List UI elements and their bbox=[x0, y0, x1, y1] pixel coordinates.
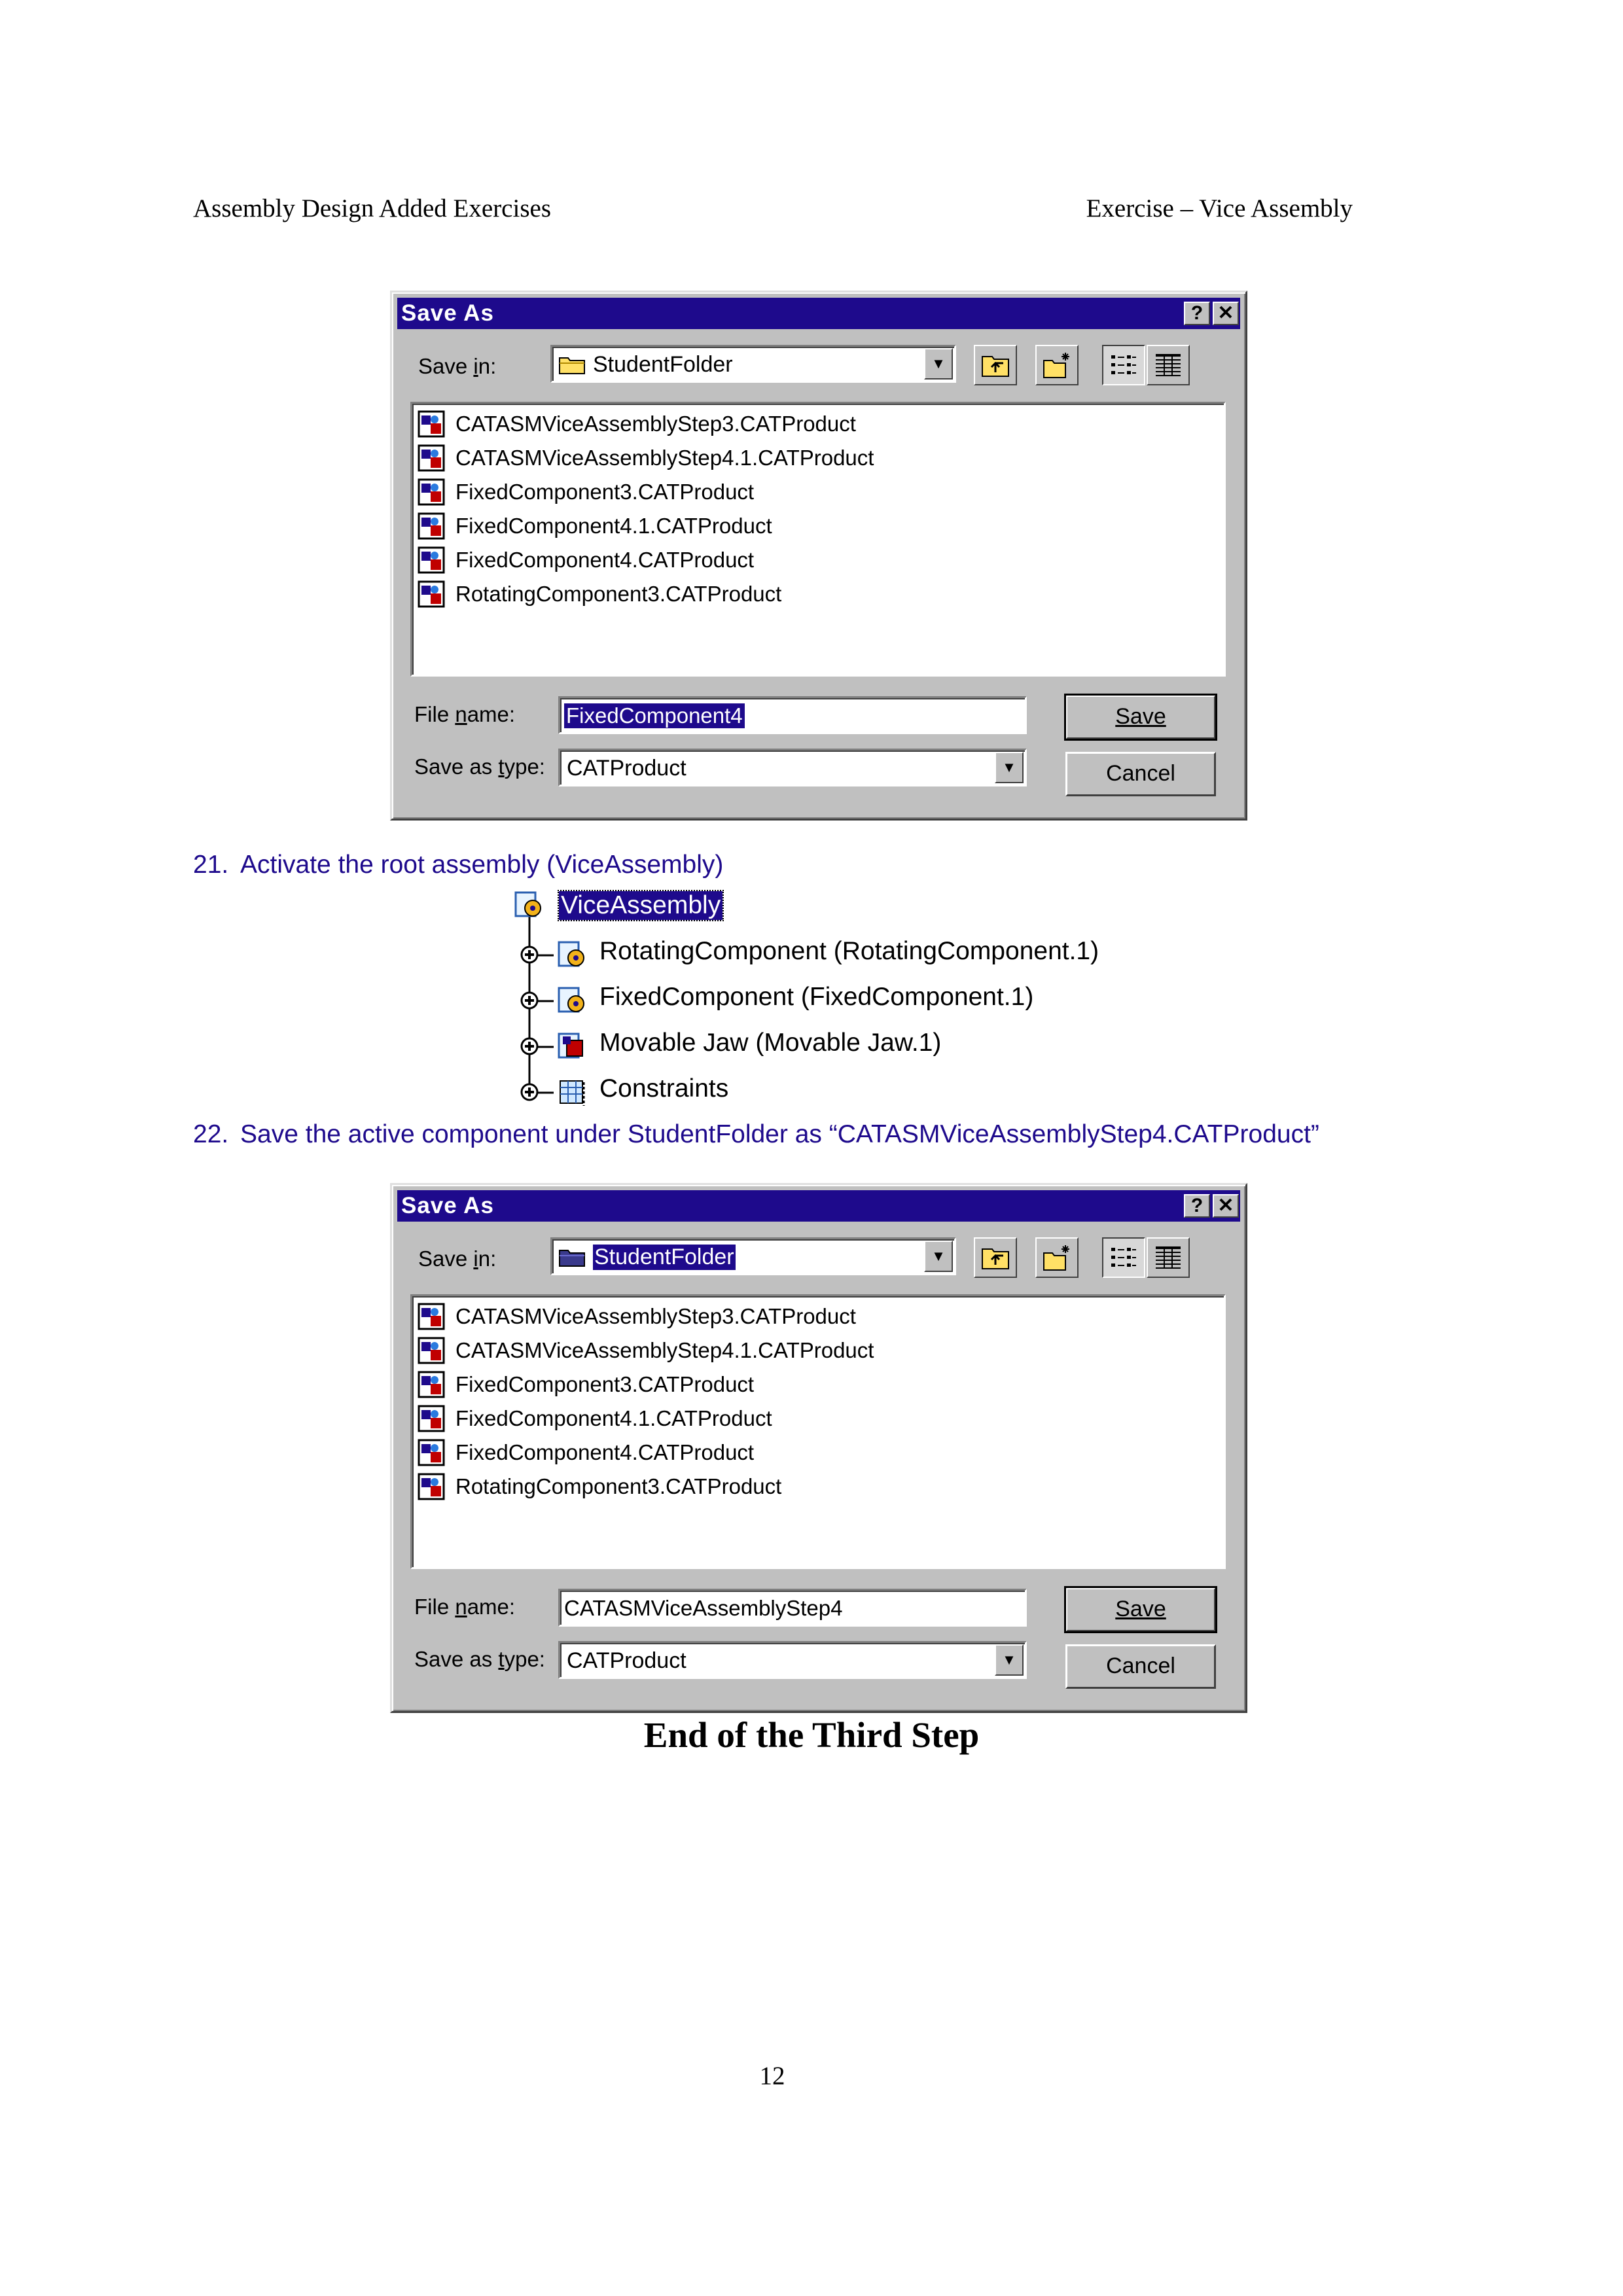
file-name-label: File name: bbox=[414, 1595, 516, 1619]
close-button[interactable]: ✕ bbox=[1213, 1194, 1239, 1218]
product-icon[interactable] bbox=[558, 940, 588, 970]
tree-node-root[interactable]: ViceAssembly bbox=[559, 891, 722, 920]
file-name-value: FixedComponent4 bbox=[564, 703, 745, 728]
file-list[interactable]: CATASMViceAssemblyStep3.CATProduct CATASMViceAssemblyStep4.1.CATProduct FixedComponent3.CATProduct FixedComponent4.1.CATProduct FixedComponent4.CATProduct RotatingComponent3.CATProduct bbox=[410, 402, 1226, 677]
product-icon[interactable] bbox=[514, 890, 544, 920]
catproduct-file-icon bbox=[418, 1473, 445, 1500]
catproduct-file-icon bbox=[418, 512, 445, 540]
dialog-title: Save As bbox=[401, 300, 494, 326]
file-name-value: CATASMViceAssemblyStep4 bbox=[564, 1596, 843, 1620]
expand-icon[interactable] bbox=[520, 1082, 539, 1102]
details-view-button[interactable] bbox=[1147, 1237, 1190, 1278]
chevron-down-icon[interactable]: ▼ bbox=[995, 1644, 1024, 1676]
step-number: 22. bbox=[193, 1120, 229, 1148]
part-icon[interactable] bbox=[558, 1031, 588, 1061]
expand-icon[interactable] bbox=[520, 945, 539, 964]
catproduct-file-icon bbox=[418, 580, 445, 608]
header-right: Exercise – Vice Assembly bbox=[1086, 194, 1353, 222]
cancel-button[interactable]: Cancel bbox=[1065, 752, 1216, 796]
save-as-type-select[interactable] bbox=[558, 749, 1027, 786]
save-button[interactable]: Save bbox=[1065, 1587, 1216, 1632]
catproduct-file-icon bbox=[418, 1439, 445, 1466]
list-view-icon bbox=[1109, 1244, 1139, 1271]
save-in-combo[interactable] bbox=[550, 345, 956, 383]
save-in-value: StudentFolder bbox=[594, 1245, 734, 1269]
save-as-type-value: CATProduct bbox=[567, 1648, 687, 1673]
help-button[interactable]: ? bbox=[1184, 302, 1210, 325]
cancel-button[interactable]: Cancel bbox=[1065, 1644, 1216, 1689]
product-tree bbox=[510, 887, 1139, 1112]
file-name-input[interactable] bbox=[558, 1589, 1027, 1627]
save-in-label: Save in: bbox=[418, 1246, 497, 1271]
list-view-button[interactable] bbox=[1102, 1237, 1145, 1278]
details-view-icon bbox=[1153, 351, 1183, 379]
tree-node-constraints[interactable]: Constraints bbox=[599, 1074, 729, 1103]
tree-node-fixed-component[interactable]: FixedComponent (FixedComponent.1) bbox=[599, 983, 1034, 1011]
save-in-value: StudentFolder bbox=[593, 352, 733, 377]
step-21 bbox=[193, 851, 723, 879]
save-as-dialog-1 bbox=[390, 291, 1247, 821]
up-one-level-button[interactable] bbox=[974, 345, 1017, 385]
up-folder-icon bbox=[980, 1244, 1010, 1271]
catproduct-file-icon bbox=[418, 1371, 445, 1398]
constraints-icon[interactable] bbox=[558, 1077, 588, 1107]
chevron-down-icon[interactable]: ▼ bbox=[924, 348, 953, 380]
end-title: End of the Third Step bbox=[643, 1715, 980, 1755]
folder-icon bbox=[559, 1247, 585, 1267]
dialog-titlebar bbox=[397, 1190, 1240, 1222]
catproduct-file-icon bbox=[418, 1303, 445, 1330]
list-view-icon bbox=[1109, 351, 1139, 379]
dialog-titlebar bbox=[397, 298, 1240, 329]
catproduct-file-icon bbox=[418, 410, 445, 438]
catproduct-file-icon bbox=[418, 1337, 445, 1364]
save-as-type-select[interactable] bbox=[558, 1641, 1027, 1679]
header-left: Assembly Design Added Exercises bbox=[193, 194, 551, 222]
save-in-label: Save in: bbox=[418, 354, 497, 378]
dialog-title: Save As bbox=[401, 1193, 494, 1218]
tree-node-movable-jaw[interactable]: Movable Jaw (Movable Jaw.1) bbox=[599, 1029, 942, 1057]
chevron-down-icon[interactable]: ▼ bbox=[995, 752, 1024, 783]
create-new-folder-button[interactable] bbox=[1035, 1237, 1079, 1278]
create-new-folder-button[interactable] bbox=[1035, 345, 1079, 385]
help-button[interactable]: ? bbox=[1184, 1194, 1210, 1218]
expand-icon[interactable] bbox=[520, 1036, 539, 1056]
step-text: Save the active component under StudentFolder as “CATASMViceAssemblyStep4.CATProduct” bbox=[240, 1120, 1319, 1148]
up-one-level-button[interactable] bbox=[974, 1237, 1017, 1278]
step-text: Activate the root assembly (ViceAssembly) bbox=[240, 851, 724, 879]
tree-node-rotating-component[interactable]: RotatingComponent (RotatingComponent.1) bbox=[599, 937, 1099, 965]
new-folder-icon bbox=[1042, 351, 1072, 379]
file-list[interactable]: CATASMViceAssemblyStep3.CATProduct CATASMViceAssemblyStep4.1.CATProduct FixedComponent3.CATProduct FixedComponent4.1.CATProduct FixedComponent4.CATProduct RotatingComponent3.CATProduct bbox=[410, 1294, 1226, 1569]
close-button[interactable]: ✕ bbox=[1213, 302, 1239, 325]
save-as-type-label: Save as type: bbox=[414, 1647, 545, 1671]
expand-icon[interactable] bbox=[520, 991, 539, 1010]
save-as-dialog-2 bbox=[390, 1183, 1247, 1713]
catproduct-file-icon bbox=[418, 546, 445, 574]
catproduct-file-icon bbox=[418, 1405, 445, 1432]
folder-icon bbox=[559, 355, 585, 374]
catproduct-file-icon bbox=[418, 444, 445, 472]
save-as-type-value: CATProduct bbox=[567, 756, 687, 781]
step-number: 21. bbox=[193, 851, 229, 879]
save-as-type-label: Save as type: bbox=[414, 754, 545, 779]
save-in-combo[interactable] bbox=[550, 1237, 956, 1275]
file-name-label: File name: bbox=[414, 702, 516, 726]
file-name-input[interactable] bbox=[558, 696, 1027, 734]
product-icon[interactable] bbox=[558, 985, 588, 1016]
list-view-button[interactable] bbox=[1102, 345, 1145, 385]
step-22 bbox=[193, 1120, 1319, 1149]
details-view-button[interactable] bbox=[1147, 345, 1190, 385]
up-folder-icon bbox=[980, 351, 1010, 379]
save-button[interactable]: Save bbox=[1065, 695, 1216, 739]
details-view-icon bbox=[1153, 1244, 1183, 1271]
new-folder-icon bbox=[1042, 1244, 1072, 1271]
catproduct-file-icon bbox=[418, 478, 445, 506]
page-number: 12 bbox=[759, 2062, 785, 2090]
chevron-down-icon[interactable]: ▼ bbox=[924, 1241, 953, 1272]
